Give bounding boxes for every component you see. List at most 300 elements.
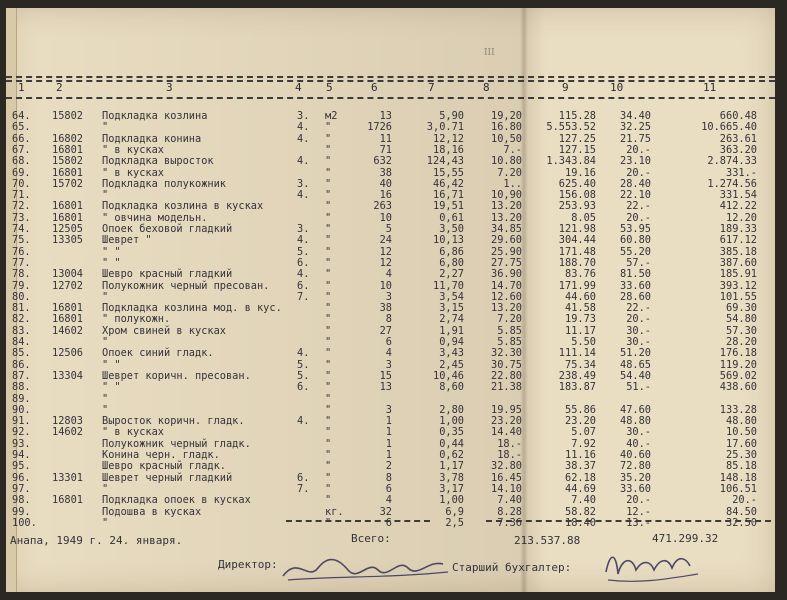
unit: " xyxy=(325,313,332,326)
amount-value: 115.28 xyxy=(558,110,596,122)
new-price-value: 28.40 xyxy=(620,177,651,190)
amount-value: 5.07 xyxy=(571,426,596,439)
grade: 6. xyxy=(297,279,310,292)
quantity: 4 xyxy=(385,347,392,360)
item-name: " в кусках xyxy=(102,166,164,179)
measure-value: 2,74 xyxy=(439,313,464,326)
article-code: 16801 xyxy=(52,211,83,224)
measure-value: 124,43 xyxy=(426,155,464,168)
table-row xyxy=(6,156,775,167)
measure-value: 12,12 xyxy=(433,132,464,145)
price-value: 36.90 xyxy=(491,268,522,281)
measure-value: 46,42 xyxy=(433,177,464,190)
grade: 4. xyxy=(297,132,310,145)
measure-value: 11,70 xyxy=(433,279,464,292)
new-amount-value: 363.20 xyxy=(719,143,757,156)
item-name: Шеврет " xyxy=(102,234,152,247)
unit: " xyxy=(325,516,332,529)
grade: 5. xyxy=(297,369,310,382)
new-price-value: 81.50 xyxy=(620,268,651,281)
measure-value: 0,44 xyxy=(439,437,464,450)
measure-value: 10,46 xyxy=(433,369,464,382)
column-number: 1 xyxy=(18,81,25,94)
table-row xyxy=(6,201,775,212)
table-row xyxy=(6,122,775,133)
quantity: 4 xyxy=(385,268,392,281)
unit: " xyxy=(325,336,332,348)
price-value: 7.- xyxy=(503,143,522,156)
measure-value: 0,62 xyxy=(439,449,464,461)
price-value: 12.60 xyxy=(491,290,522,303)
quantity: 15 xyxy=(379,369,392,382)
amount-value: 304.44 xyxy=(558,234,596,247)
new-price-value: 57.- xyxy=(626,256,651,269)
table-row xyxy=(6,495,775,506)
measure-value: 0,61 xyxy=(439,211,464,224)
unit: " xyxy=(325,482,332,495)
measure-value: 2,80 xyxy=(439,403,464,416)
new-price-value: 33.60 xyxy=(620,482,651,495)
price-value: 29.60 xyxy=(491,234,522,247)
row-number: 85. xyxy=(12,347,31,360)
amount-value: 188.70 xyxy=(558,256,596,269)
price-value: 16.45 xyxy=(491,471,522,484)
measure-value: 3,15 xyxy=(439,302,464,315)
price-value: 1.. xyxy=(503,177,522,190)
new-price-value: 55.20 xyxy=(620,245,651,258)
unit: " xyxy=(325,279,332,292)
item-name: " xyxy=(102,336,109,348)
column-number: 4 xyxy=(295,81,302,94)
unit: м2 xyxy=(325,110,338,122)
quantity: 38 xyxy=(379,166,392,179)
total-rule-right xyxy=(486,520,771,522)
table-row xyxy=(6,348,775,359)
article-code: 16801 xyxy=(52,200,83,213)
price-value: 13.20 xyxy=(491,302,522,315)
amount-value: 625.40 xyxy=(558,177,596,190)
pencil-mark: III xyxy=(484,48,495,58)
header-rule-top xyxy=(6,76,775,78)
new-amount-value: 17.60 xyxy=(726,437,757,450)
amount-value: 55.86 xyxy=(565,403,596,416)
unit: " xyxy=(325,189,332,202)
new-amount-value: 331.54 xyxy=(719,189,757,202)
unit: " xyxy=(325,143,332,156)
item-name: " " xyxy=(102,245,121,258)
item-name: " в кусках xyxy=(102,143,164,156)
new-price-value: 51.20 xyxy=(620,347,651,360)
new-amount-value: 57.30 xyxy=(726,324,757,337)
row-number: 79. xyxy=(12,279,31,292)
unit: " xyxy=(325,121,332,134)
new-price-value: 30.- xyxy=(626,426,651,439)
quantity: 6 xyxy=(385,482,392,495)
item-name: Опоек синий гладк. xyxy=(102,347,214,360)
new-amount-value: 331.- xyxy=(726,166,757,179)
price-value: 32.80 xyxy=(491,460,522,473)
item-name: Подкладка конина xyxy=(102,132,202,145)
grade: 6. xyxy=(297,381,310,394)
new-amount-value: 176.18 xyxy=(719,347,757,360)
quantity: 6 xyxy=(385,336,392,348)
amount-value: 75.34 xyxy=(565,358,596,371)
amount-value: 11.16 xyxy=(565,449,596,461)
item-name: Опоек беховой гладкий xyxy=(102,223,233,235)
unit: " xyxy=(325,358,332,371)
item-name: " xyxy=(102,403,109,416)
measure-value: 10,13 xyxy=(433,234,464,247)
new-amount-value: 263.61 xyxy=(719,132,757,145)
article-code: 14602 xyxy=(52,324,83,337)
row-number: 66. xyxy=(12,132,31,145)
unit: " xyxy=(325,302,332,315)
grade: 3. xyxy=(297,223,310,235)
grade: 4. xyxy=(297,268,310,281)
row-number: 73. xyxy=(12,211,31,224)
article-code: 12506 xyxy=(52,347,83,360)
price-value: 19,20 xyxy=(491,110,522,122)
grade: 4. xyxy=(297,234,310,247)
quantity: 3 xyxy=(385,290,392,303)
total-column-11: 471.299.32 xyxy=(652,532,719,545)
new-amount-value: 85.18 xyxy=(726,460,757,473)
new-price-value: 13.- xyxy=(626,516,651,529)
price-value: 10,90 xyxy=(491,189,522,202)
document-page xyxy=(6,8,775,592)
new-price-value: 40.- xyxy=(626,437,651,450)
new-price-value: 48.80 xyxy=(620,415,651,428)
row-number: 100. xyxy=(12,516,37,529)
unit: " xyxy=(325,471,332,484)
article-code: 13305 xyxy=(52,234,83,247)
price-value: 30.75 xyxy=(491,358,522,371)
amount-value: 171.99 xyxy=(558,279,596,292)
unit: " xyxy=(325,200,332,213)
new-price-value: 20.- xyxy=(626,143,651,156)
table-row xyxy=(6,507,775,518)
price-value: 27.75 xyxy=(491,256,522,269)
row-number: 92. xyxy=(12,426,31,439)
measure-value: 3,78 xyxy=(439,471,464,484)
amount-value: 1.343.84 xyxy=(546,155,596,168)
unit: " xyxy=(325,324,332,337)
measure-value: 8,60 xyxy=(439,381,464,394)
new-amount-value: 2.874.33 xyxy=(707,155,757,168)
item-name: Хром свиней в кусках xyxy=(102,324,226,337)
row-number: 94. xyxy=(12,449,31,461)
article-code: 16801 xyxy=(52,302,83,315)
amount-value: 156.08 xyxy=(558,189,596,202)
measure-value: 2,45 xyxy=(439,358,464,371)
table-row xyxy=(6,394,775,405)
quantity: 71 xyxy=(379,143,392,156)
new-amount-value: 10.50 xyxy=(726,426,757,439)
item-name: " xyxy=(102,189,109,202)
row-number: 65. xyxy=(12,121,31,134)
new-price-value: 47.60 xyxy=(620,403,651,416)
unit: " xyxy=(325,223,332,235)
unit: " xyxy=(325,449,332,461)
item-name: " " xyxy=(102,358,121,371)
table-row xyxy=(6,427,775,438)
article-code: 13304 xyxy=(52,369,83,382)
column-number-row xyxy=(6,81,775,95)
new-price-value: 28.60 xyxy=(620,290,651,303)
amount-value: 18.40 xyxy=(565,516,596,529)
new-price-value: 23.10 xyxy=(620,155,651,168)
item-name: " xyxy=(102,392,109,405)
quantity: 11 xyxy=(379,132,392,145)
item-name: " " xyxy=(102,381,121,394)
row-number: 95. xyxy=(12,460,31,473)
new-amount-value: 1.274.56 xyxy=(707,177,757,190)
measure-value: 1,91 xyxy=(439,324,464,337)
article-code: 14602 xyxy=(52,426,83,439)
new-amount-value: 10.665.40 xyxy=(701,121,757,134)
price-value: 13.20 xyxy=(491,200,522,213)
column-number: 6 xyxy=(371,81,378,94)
column-number: 7 xyxy=(428,81,435,94)
new-amount-value: 385.18 xyxy=(719,245,757,258)
new-price-value: 40.60 xyxy=(620,449,651,461)
grade: 6. xyxy=(297,256,310,269)
new-amount-value: 185.91 xyxy=(719,268,757,281)
unit: " xyxy=(325,460,332,473)
quantity: 38 xyxy=(379,302,392,315)
new-price-value: 20.- xyxy=(626,166,651,179)
quantity: 4 xyxy=(385,494,392,507)
new-amount-value: 569.02 xyxy=(719,369,757,382)
new-amount-value: 660.48 xyxy=(719,110,757,122)
unit: " xyxy=(325,290,332,303)
amount-value: 23.20 xyxy=(565,415,596,428)
measure-value: 3,43 xyxy=(439,347,464,360)
column-number: 2 xyxy=(56,81,63,94)
amount-value: 41.58 xyxy=(565,302,596,315)
row-number: 71. xyxy=(12,189,31,202)
price-value: 18.- xyxy=(497,437,522,450)
new-price-value: 51.- xyxy=(626,381,651,394)
item-name: Подкладка полукожник xyxy=(102,177,226,190)
amount-value: 183.87 xyxy=(558,381,596,394)
new-amount-value: 101.55 xyxy=(719,290,757,303)
article-code: 12505 xyxy=(52,223,83,235)
measure-value: 1,17 xyxy=(439,460,464,473)
unit: " xyxy=(325,494,332,507)
new-amount-value: 148.18 xyxy=(719,471,757,484)
new-amount-value: 412.22 xyxy=(719,200,757,213)
row-number: 83. xyxy=(12,324,31,337)
accountant-label: Старший бухгалтер: xyxy=(452,561,572,574)
grade: 4. xyxy=(297,189,310,202)
measure-value: 3,54 xyxy=(439,290,464,303)
column-number: 9 xyxy=(562,81,569,94)
row-number: 87. xyxy=(12,369,31,382)
unit: " xyxy=(325,369,332,382)
quantity: 5 xyxy=(385,223,392,235)
row-number: 75. xyxy=(12,234,31,247)
price-value: 22.80 xyxy=(491,369,522,382)
quantity: 10 xyxy=(379,211,392,224)
column-number: 5 xyxy=(326,81,333,94)
unit: " xyxy=(325,234,332,247)
measure-value: 3,50 xyxy=(439,223,464,235)
measure-value: 6,80 xyxy=(439,256,464,269)
article-code: 15802 xyxy=(52,110,83,122)
price-value: 21.38 xyxy=(491,381,522,394)
row-number: 69. xyxy=(12,166,31,179)
amount-value: 127.15 xyxy=(558,143,596,156)
new-price-value: 48.65 xyxy=(620,358,651,371)
unit: " xyxy=(325,381,332,394)
row-number: 67. xyxy=(12,143,31,156)
new-amount-value: 20.- xyxy=(732,494,757,507)
price-value: 23.20 xyxy=(491,415,522,428)
new-amount-value: 133.28 xyxy=(719,403,757,416)
unit: " xyxy=(325,268,332,281)
amount-value: 253.93 xyxy=(558,200,596,213)
amount-value: 121.98 xyxy=(558,223,596,235)
unit: " xyxy=(325,426,332,439)
quantity: 6 xyxy=(385,516,392,529)
item-name: Подкладка козлина xyxy=(102,110,208,122)
price-value: 14.70 xyxy=(491,279,522,292)
item-name: Подкладка опоек в кусках xyxy=(102,494,251,507)
column-number: 3 xyxy=(166,81,173,94)
article-code: 13004 xyxy=(52,268,83,281)
table-row xyxy=(6,281,775,292)
measure-value: 2,5 xyxy=(445,516,464,529)
quantity: 10 xyxy=(379,279,392,292)
measure-value: 1,00 xyxy=(439,415,464,428)
director-label: Директор: xyxy=(218,558,278,571)
accountant-signature xyxy=(602,544,702,589)
quantity: 2 xyxy=(385,460,392,473)
quantity: 12 xyxy=(379,256,392,269)
unit: " xyxy=(325,256,332,269)
row-number: 81. xyxy=(12,302,31,315)
price-value: 25.90 xyxy=(491,245,522,258)
unit: кг. xyxy=(325,505,344,518)
amount-value: 8.05 xyxy=(571,211,596,224)
new-price-value: 54.40 xyxy=(620,369,651,382)
new-price-value: 21.75 xyxy=(620,132,651,145)
item-name: Полукожник черный гладк. xyxy=(102,437,251,450)
new-amount-value: 617.12 xyxy=(719,234,757,247)
new-price-value: 12.- xyxy=(626,505,651,518)
grade: 6. xyxy=(297,471,310,484)
item-name: Подкладка козлина в кусках xyxy=(102,200,264,213)
item-name: " полукожн. xyxy=(102,313,171,326)
row-number: 74. xyxy=(12,223,31,235)
quantity: 3 xyxy=(385,403,392,416)
unit: " xyxy=(325,245,332,258)
quantity: 1 xyxy=(385,426,392,439)
new-amount-value: 387.60 xyxy=(719,256,757,269)
amount-value: 19.16 xyxy=(565,166,596,179)
article-code: 15702 xyxy=(52,177,83,190)
item-name: Шеврет коричн. пресован. xyxy=(102,369,251,382)
item-name: Шевро красный гладкий xyxy=(102,268,233,281)
row-number: 89. xyxy=(12,392,31,405)
unit: " xyxy=(325,437,332,450)
table-row xyxy=(6,314,775,325)
quantity: 27 xyxy=(379,324,392,337)
quantity: 1 xyxy=(385,437,392,450)
total-column-9: 213.537.88 xyxy=(514,534,581,547)
item-name: " в кусках xyxy=(102,426,164,439)
grade: 7. xyxy=(297,482,310,495)
grade: 5. xyxy=(297,245,310,258)
new-price-value: 22.10 xyxy=(620,189,651,202)
item-name: Шевро красный гладк. xyxy=(102,460,226,473)
new-amount-value: 48.80 xyxy=(726,415,757,428)
row-number: 70. xyxy=(12,177,31,190)
grade: 4. xyxy=(297,121,310,134)
row-number: 77. xyxy=(12,256,31,269)
price-value: 7.36 xyxy=(497,516,522,529)
item-name: " овчина модельн. xyxy=(102,211,208,224)
column-number: 8 xyxy=(483,81,490,94)
row-number: 82. xyxy=(12,313,31,326)
amount-value: 127.25 xyxy=(558,132,596,145)
quantity: 13 xyxy=(379,110,392,122)
amount-value: 11.17 xyxy=(565,324,596,337)
price-value: 7.40 xyxy=(497,494,522,507)
measure-value: 3,17 xyxy=(439,482,464,495)
row-number: 72. xyxy=(12,200,31,213)
amount-value: 171.48 xyxy=(558,245,596,258)
quantity: 263 xyxy=(373,200,392,213)
row-number: 64. xyxy=(12,110,31,122)
new-price-value: 35.20 xyxy=(620,471,651,484)
amount-value: 111.14 xyxy=(558,347,596,360)
item-name: Полукожник черный пресован. xyxy=(102,279,270,292)
row-number: 88. xyxy=(12,381,31,394)
new-amount-value: 32.50 xyxy=(726,516,757,529)
new-amount-value: 28.20 xyxy=(726,336,757,348)
measure-value: 3,0.71 xyxy=(426,121,464,134)
row-number: 93. xyxy=(12,437,31,450)
amount-value: 238.49 xyxy=(558,369,596,382)
quantity: 8 xyxy=(385,471,392,484)
item-name: Выросток коричн. гладк. xyxy=(102,415,245,428)
unit: " xyxy=(325,155,332,168)
amount-value: 7.40 xyxy=(571,494,596,507)
item-name: Подкладка козлина мод. в кус. xyxy=(102,302,282,315)
unit: " xyxy=(325,177,332,190)
new-amount-value: 189.33 xyxy=(719,223,757,235)
item-name: " " xyxy=(102,256,121,269)
quantity: 3 xyxy=(385,358,392,371)
unit: " xyxy=(325,347,332,360)
new-price-value: 20.- xyxy=(626,494,651,507)
quantity: 8 xyxy=(385,313,392,326)
measure-value: 6,9 xyxy=(445,505,464,518)
table-row xyxy=(6,168,775,179)
unit: " xyxy=(325,211,332,224)
measure-value: 15,55 xyxy=(433,166,464,179)
table-row xyxy=(6,235,775,246)
amount-value: 44.60 xyxy=(565,290,596,303)
grade: 4. xyxy=(297,347,310,360)
row-number: 86. xyxy=(12,358,31,371)
article-code: 16801 xyxy=(52,313,83,326)
price-value: 5.85 xyxy=(497,336,522,348)
quantity: 32 xyxy=(379,505,392,518)
new-price-value: 33.60 xyxy=(620,279,651,292)
